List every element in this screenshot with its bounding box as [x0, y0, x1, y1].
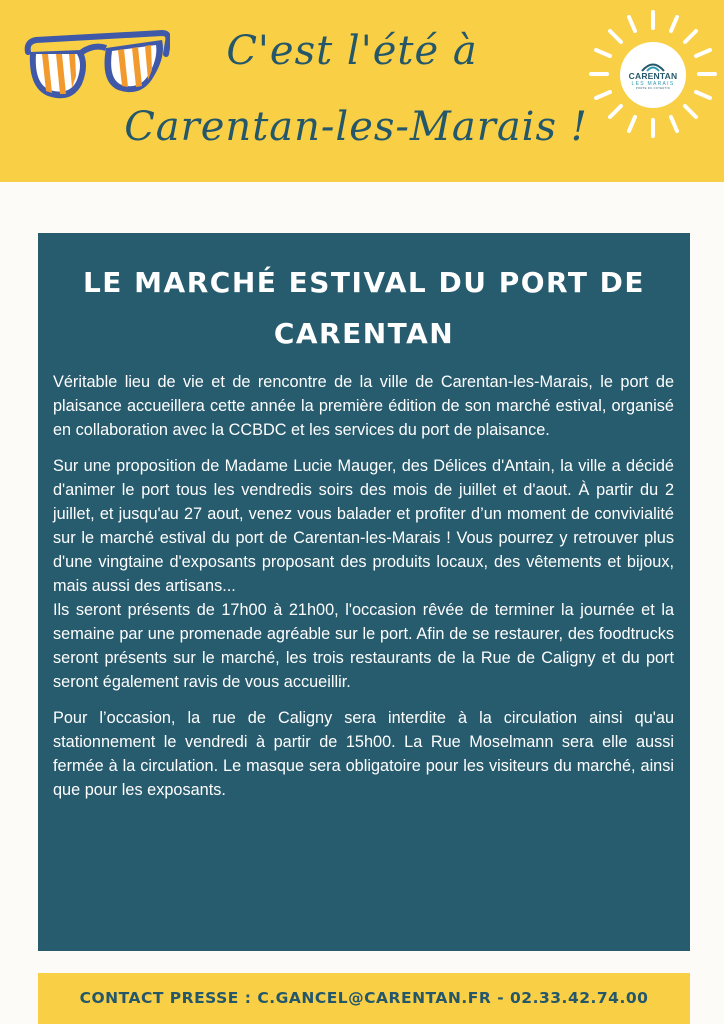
article-paragraph: Pour l’occasion, la rue de Caligny sera interdite à la circulation ainsi qu'au stationnement le vendredi à partir de 15h00. La Rue Moselmann sera elle aussi fermée à la circulation. Le masque sera obligatoire pour les visiteurs du marché, ainsi que pour les exposants.: [53, 709, 674, 799]
contact-footer: [38, 973, 690, 1024]
article-paragraph: Ils seront présents de 17h00 à 21h00, l'occasion rêvée de terminer la journée et la semaine par une promenade agréable sur le port. Afin de se restaurer, des foodtrucks seront présents sur le marché, les trois restaurants de la Rue de Caligny et du port seront également ravis de vous accueillir.: [53, 601, 674, 691]
wave-icon: [640, 60, 666, 72]
article-paragraph: Véritable lieu de vie et de rencontre de la ville de Carentan-les-Marais, le port de plaisance accueillera cette année la première édition de son marché estival, organisé en collaboration avec la CCBDC et les services du port de plaisance.: [53, 373, 674, 439]
logo-name: CARENTAN: [628, 70, 678, 81]
headline-line2: Carentan-les-Marais !: [124, 104, 588, 150]
article-body: [53, 370, 674, 802]
article-panel: [38, 233, 690, 951]
article-paragraph: Sur une proposition de Madame Lucie Mauger, des Délices d'Antain, la ville a décidé d'animer le port tous les vendredis soirs des mois de juillet et d'aout. À partir du 2 juillet, et jusqu'au 27 aout, venez vous balader et profiter d’un moment de convivialité sur le marché estival du port de Carentan-les-Marais ! Vous pourrez y retrouver plus d'une vingtaine d'exposants proposant des produits locaux, des vêtements et bijoux, mais aussi des artisans...: [53, 457, 674, 595]
header-banner: [0, 0, 724, 182]
headline-line1: C'est l'été à: [226, 28, 478, 74]
article-title: LE MARCHÉ ESTIVAL DU PORT DE CARENTAN: [82, 266, 646, 350]
logo-subname: LES MARAIS: [631, 80, 675, 87]
logo-tagline: PORTE DU COTENTIN: [635, 86, 671, 90]
press-contact: CONTACT PRESSE : C.GANCEL@CARENTAN.FR - 02.33.42.74.00: [79, 989, 649, 1007]
carentan-logo: [620, 42, 686, 108]
